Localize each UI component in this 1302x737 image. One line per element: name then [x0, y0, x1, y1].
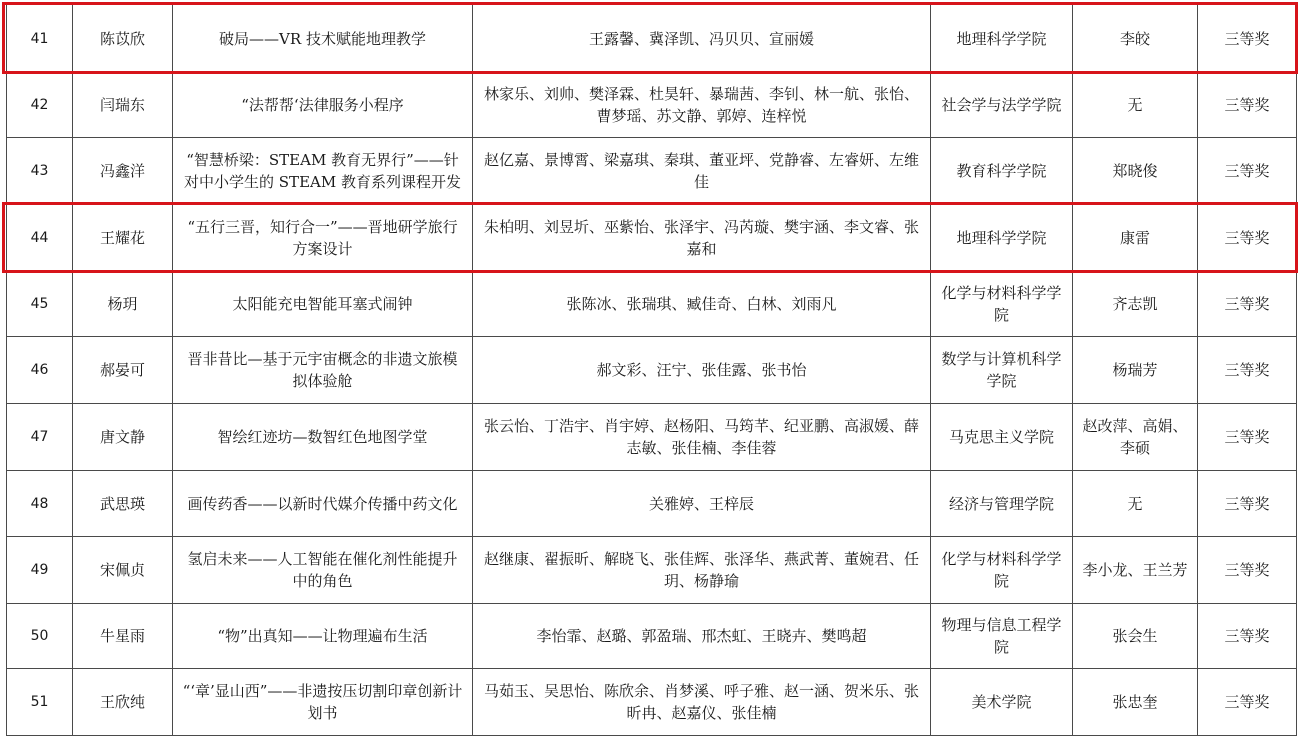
leader-cell: 王欣纯: [73, 669, 173, 736]
award-cell: 三等奖: [1198, 337, 1297, 404]
award-cell: 三等奖: [1198, 5, 1297, 73]
college-cell: 数学与计算机科学学院: [931, 337, 1073, 404]
advisor-cell: 郑晓俊: [1073, 138, 1198, 205]
members-cell: 朱柏明、刘昱圻、巫紫怡、张泽宇、冯芮璇、樊宇涵、李文睿、张嘉和: [473, 205, 931, 272]
college-cell: 美术学院: [931, 669, 1073, 736]
table-row: [7, 138, 1297, 205]
leader-cell: 宋佩贞: [73, 537, 173, 604]
project-cell: “法帮帮‘法律服务小程序: [173, 73, 473, 138]
college-cell: 经济与管理学院: [931, 471, 1073, 537]
members-cell: 马茹玉、吴思怡、陈欣余、肖梦溪、呼子雅、赵一涵、贺米乐、张昕冉、赵嘉仪、张佳楠: [473, 669, 931, 736]
leader-cell: 郝晏可: [73, 337, 173, 404]
table-row: [7, 5, 1297, 73]
award-cell: 三等奖: [1198, 604, 1297, 669]
leader-cell: 冯鑫洋: [73, 138, 173, 205]
college-cell: 马克思主义学院: [931, 404, 1073, 471]
advisor-cell: 李小龙、王兰芳: [1073, 537, 1198, 604]
members-cell: 郝文彩、汪宁、张佳露、张书怡: [473, 337, 931, 404]
number-cell: 41: [7, 5, 73, 73]
members-cell: 赵亿嘉、景博霄、梁嘉琪、秦琪、董亚坪、党静睿、左睿妍、左维佳: [473, 138, 931, 205]
leader-cell: 闫瑞东: [73, 73, 173, 138]
advisor-cell: 赵改萍、高娟、李硕: [1073, 404, 1198, 471]
members-cell: 关雅婷、王梓辰: [473, 471, 931, 537]
table-row: [7, 404, 1297, 471]
members-cell: 张陈冰、张瑞琪、臧佳奇、白林、刘雨凡: [473, 272, 931, 337]
award-cell: 三等奖: [1198, 404, 1297, 471]
number-cell: 45: [7, 272, 73, 337]
leader-cell: 王耀花: [73, 205, 173, 272]
table-row: [7, 537, 1297, 604]
number-cell: 47: [7, 404, 73, 471]
advisor-cell: 无: [1073, 471, 1198, 537]
table-row: [7, 604, 1297, 669]
award-table: [6, 4, 1297, 736]
table-row: [7, 73, 1297, 138]
advisor-cell: 张会生: [1073, 604, 1198, 669]
table-row: [7, 471, 1297, 537]
number-cell: 49: [7, 537, 73, 604]
award-cell: 三等奖: [1198, 471, 1297, 537]
number-cell: 42: [7, 73, 73, 138]
members-cell: 李怡霏、赵璐、郭盈瑞、邢杰虹、王晓卉、樊鸣超: [473, 604, 931, 669]
award-cell: 三等奖: [1198, 272, 1297, 337]
advisor-cell: 无: [1073, 73, 1198, 138]
table-row: [7, 272, 1297, 337]
college-cell: 物理与信息工程学院: [931, 604, 1073, 669]
college-cell: 地理科学学院: [931, 5, 1073, 73]
number-cell: 48: [7, 471, 73, 537]
number-cell: 50: [7, 604, 73, 669]
table-row: [7, 669, 1297, 736]
award-cell: 三等奖: [1198, 537, 1297, 604]
college-cell: 化学与材料科学学院: [931, 537, 1073, 604]
number-cell: 44: [7, 205, 73, 272]
project-cell: “‘章’显山西”——非遗按压切割印章创新计划书: [173, 669, 473, 736]
leader-cell: 牛星雨: [73, 604, 173, 669]
award-cell: 三等奖: [1198, 138, 1297, 205]
number-cell: 46: [7, 337, 73, 404]
award-cell: 三等奖: [1198, 205, 1297, 272]
project-cell: 画传药香——以新时代媒介传播中药文化: [173, 471, 473, 537]
advisor-cell: 齐志凯: [1073, 272, 1198, 337]
college-cell: 地理科学学院: [931, 205, 1073, 272]
leader-cell: 陈苡欣: [73, 5, 173, 73]
project-cell: 太阳能充电智能耳塞式闹钟: [173, 272, 473, 337]
table-row: [7, 337, 1297, 404]
college-cell: 化学与材料科学学院: [931, 272, 1073, 337]
project-cell: 氢启未来——人工智能在催化剂性能提升中的角色: [173, 537, 473, 604]
members-cell: 林家乐、刘帅、樊泽霖、杜昊轩、暴瑞茜、李钊、林一航、张怡、曹梦瑶、苏文静、郭婷、连梓悦: [473, 73, 931, 138]
project-cell: “物”出真知——让物理遍布生活: [173, 604, 473, 669]
members-cell: 王露馨、冀泽凯、冯贝贝、宣丽媛: [473, 5, 931, 73]
advisor-cell: 李皎: [1073, 5, 1198, 73]
leader-cell: 杨玥: [73, 272, 173, 337]
number-cell: 43: [7, 138, 73, 205]
advisor-cell: 康雷: [1073, 205, 1198, 272]
project-cell: 晋非昔比—基于元宇宙概念的非遗文旅模拟体验舱: [173, 337, 473, 404]
project-cell: 破局——VR 技术赋能地理教学: [173, 5, 473, 73]
members-cell: 张云怡、丁浩宇、肖宇婷、赵杨阳、马筠芊、纪亚鹏、高淑媛、薛志敏、张佳楠、李佳蓉: [473, 404, 931, 471]
members-cell: 赵继康、翟振昕、解晓飞、张佳辉、张泽华、燕武菁、董婉君、任玥、杨静瑜: [473, 537, 931, 604]
advisor-cell: 张忠奎: [1073, 669, 1198, 736]
project-cell: 智绘红迹坊—数智红色地图学堂: [173, 404, 473, 471]
award-cell: 三等奖: [1198, 669, 1297, 736]
leader-cell: 唐文静: [73, 404, 173, 471]
award-cell: 三等奖: [1198, 73, 1297, 138]
number-cell: 51: [7, 669, 73, 736]
leader-cell: 武思瑛: [73, 471, 173, 537]
table-row: [7, 205, 1297, 272]
college-cell: 社会学与法学学院: [931, 73, 1073, 138]
project-cell: “五行三晋，知行合一”——晋地研学旅行方案设计: [173, 205, 473, 272]
advisor-cell: 杨瑞芳: [1073, 337, 1198, 404]
college-cell: 教育科学学院: [931, 138, 1073, 205]
project-cell: “智慧桥梁：STEAM 教育无界行”——针对中小学生的 STEAM 教育系列课程开发: [173, 138, 473, 205]
